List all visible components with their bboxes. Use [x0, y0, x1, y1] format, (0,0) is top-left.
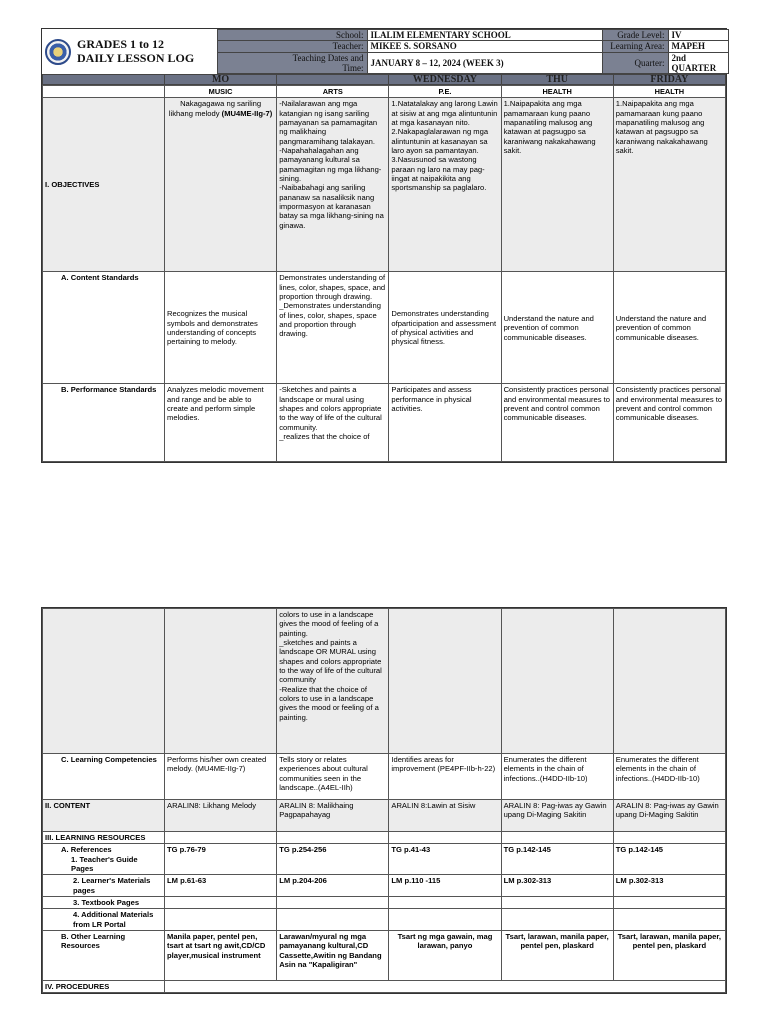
ps-arts: -Sketches and paints a landscape or mural using shapes and colors appropriate to the way of life of the cultural community. _realizes that the choice of — [277, 384, 389, 462]
content-standards-row — [43, 272, 726, 384]
day-tuesday — [277, 75, 389, 85]
day-wednesday: WEDNESDAY — [389, 75, 501, 85]
area-label: Learning Area: — [602, 41, 668, 52]
subject-arts: ARTS — [277, 86, 389, 98]
textbook-row — [43, 896, 726, 908]
references-label: A. References — [61, 845, 112, 855]
quarter-value: 2nd QUARTER — [668, 52, 728, 74]
ps-cont-blank — [43, 609, 165, 754]
header-table — [42, 29, 729, 74]
lm-music: LM p.61-63 — [165, 875, 277, 897]
objectives-music-text: Nakagagawa ng sariling likhang melody — [168, 99, 262, 118]
learning-competencies-row — [43, 754, 726, 800]
title-block — [42, 30, 217, 74]
performance-standards-cont-row — [43, 609, 726, 754]
procedures-label: IV. PROCEDURES — [43, 980, 165, 992]
content-pe: ARALIN 8:Lawin at Sisiw — [389, 800, 501, 832]
teacher-value: MIKEE S. SORSANO — [367, 41, 602, 52]
lm-health: LM p.302-313 — [501, 875, 613, 897]
additional-c3 — [389, 909, 501, 931]
textbook-c2 — [277, 896, 389, 908]
objectives-health: 1.Naipapakita ang mga pamamaraan kung paano mapanatiling malusog ang katawan at pagsugpo sa karaniwang nakakahawang sakit. — [501, 98, 613, 272]
ps-health-2: Consistently practices personal and environmental measures to prevent and control common communicable diseases. — [613, 384, 725, 462]
ps-music: Analyzes melodic movement and range and be able to create and perform simple melodies. — [165, 384, 277, 462]
day-monday: MO — [165, 75, 277, 85]
additional-row — [43, 909, 726, 931]
cs-music: Recognizes the musical symbols and demonstrates understanding of concepts pertaining to melody. — [165, 272, 277, 384]
other-resources-label: B. Other Learning Resources — [43, 930, 165, 980]
additional-c4 — [501, 909, 613, 931]
resources-c3 — [389, 832, 501, 844]
other-health-2: Tsart, larawan, manila paper, pentel pen, plaskard — [613, 930, 725, 980]
tg-arts: TG p.254-256 — [277, 844, 389, 875]
content-standards-label: A. Content Standards — [43, 272, 165, 384]
tg-label-text: 1. Teacher's Guide Pages — [71, 854, 138, 873]
ps-cont-arts: colors to use in a landscape gives the mood of feeling of a painting. _sketches and paints a landscape OR MURAL using shapes and colors appropriate to the way of life of the cultural community -Realize that the choice of colors to use in a landscape gives the mood or feeling of a painting. — [277, 609, 389, 754]
procedures-blank — [165, 980, 726, 992]
cs-arts: Demonstrates understanding of lines, color, shapes, space, and proportion through drawing. _Demonstrates understanding of lines, color, shapes, space and proportion through drawing. — [277, 272, 389, 384]
tg-health: TG p.142-145 — [501, 844, 613, 875]
additional-label: 4. Additional Materials from LR Portal — [43, 909, 165, 931]
day-thursday: THU — [501, 75, 613, 85]
resources-row — [43, 832, 726, 844]
objectives-arts: -Nailalarawan ang mga katangian ng isang sariling pamayanan sa pamamagitan ng malikhaing pangmaramihang talakayan. -Napahahalagahan ang pamayanang kultural sa pamamagitan ng mga likhang-sining. -Naibabahagi ang sariling pananaw sa nasaliksik nang impormasyon at karanasan batay sa mga likhang-sining na ginawa. — [277, 98, 389, 272]
subject-music: MUSIC — [165, 86, 277, 98]
objectives-music-code: (MU4ME-IIg-7) — [221, 108, 273, 118]
resources-c2 — [277, 832, 389, 844]
textbook-c4 — [501, 896, 613, 908]
objectives-health-2: 1.Naipapakita ang mga pamamaraan kung paano mapanatiling malusog ang katawan at pagsugpo sa karaniwang nakakahawang sakit. — [613, 98, 725, 272]
additional-c1 — [165, 909, 277, 931]
lesson-log-page-2 — [41, 607, 727, 994]
grade-label: Grade Level: — [602, 30, 668, 41]
objectives-label: I. OBJECTIVES — [43, 98, 165, 272]
ps-cont-pe — [389, 609, 501, 754]
tg-row — [43, 844, 726, 875]
other-music: Manila paper, pentel pen, tsart at tsart ng awit,CD/CD player,musical instrument — [165, 930, 277, 980]
objectives-pe: 1.Natatalakay ang larong Lawin at sisiw at ang mga alintuntunin at mga kasanayan nito. 2.Nakapaglalarawan ng mga alintuntunin at kasanayan sa laro ayon sa pamantayan. 3.Nasusunod sa wastong paraan ng laro na may pag-iingat at naipakikita ang sportsmanship sa paglalaro. — [389, 98, 501, 272]
subject-health-2: HEALTH — [613, 86, 725, 98]
ps-health: Consistently practices personal and environmental measures to prevent and control common communicable diseases. — [501, 384, 613, 462]
additional-c2 — [277, 909, 389, 931]
other-pe: Tsart ng mga gawain, mag larawan, panyo — [389, 930, 501, 980]
days-bar — [42, 74, 726, 85]
day-friday: FRIDAY — [613, 75, 725, 85]
ps-cont-music — [165, 609, 277, 754]
ps-cont-health-2 — [613, 609, 725, 754]
lc-arts: Tells story or relates experiences about cultural communities seen in the landscape..(A4EL-IIh) — [277, 754, 389, 800]
cs-health-2: Understand the nature and prevention of common communicable diseases. — [613, 272, 725, 384]
school-value: ILALIM ELEMENTARY SCHOOL — [367, 30, 602, 41]
lc-pe: Identifies areas for improvement (PE4PF-IIb-h-22) — [389, 754, 501, 800]
school-label: School: — [217, 30, 367, 41]
dates-label-line1: Teaching Dates and — [292, 52, 364, 63]
resources-label: III. LEARNING RESOURCES — [43, 832, 165, 844]
content-arts: ARALIN 8: Malikhaing Pagpapahayag — [277, 800, 389, 832]
objectives-music — [165, 98, 277, 272]
time-label: Time: — [342, 63, 364, 74]
subject-health: HEALTH — [501, 86, 613, 98]
area-value: MAPEH — [668, 41, 728, 52]
ps-pe: Participates and assess performance in physical activities. — [389, 384, 501, 462]
performance-standards-row — [43, 384, 726, 462]
textbook-label: 3. Textbook Pages — [43, 896, 165, 908]
textbook-c5 — [613, 896, 725, 908]
tg-pe: TG p.41-43 — [389, 844, 501, 875]
lc-music: Performs his/her own created melody. (MU4ME-IIg-7) — [165, 754, 277, 800]
ps-cont-health — [501, 609, 613, 754]
lm-health-2: LM p.302-313 — [613, 875, 725, 897]
grade-value: IV — [668, 30, 728, 41]
textbook-c3 — [389, 896, 501, 908]
lm-pe: LM p.110 -115 — [389, 875, 501, 897]
resources-c5 — [613, 832, 725, 844]
teacher-label: Teacher: — [217, 41, 367, 52]
other-resources-row — [43, 930, 726, 980]
quarter-label: Quarter: — [602, 52, 668, 74]
lc-health-2: Enumerates the different elements in the chain of infections..(H4DD-IIb-10) — [613, 754, 725, 800]
cs-pe: Demonstrates understanding ofparticipation and assessment of physical activities and physical fitness. — [389, 272, 501, 384]
dates-value: JANUARY 8 – 12, 2024 (WEEK 3) — [367, 52, 602, 74]
lm-label: 2. Learner's Materials pages — [43, 875, 165, 897]
resources-c1 — [165, 832, 277, 844]
content-music: ARALIN8: Likhang Melody — [165, 800, 277, 832]
doc-title-line1: GRADES 1 to 12 — [77, 36, 165, 51]
lm-arts: LM p.204-206 — [277, 875, 389, 897]
content-health: ARALIN 8: Pag-iwas ay Gawin upang Di-Maging Sakitin — [501, 800, 613, 832]
dates-label — [217, 52, 367, 74]
tg-health-2: TG p.142-145 — [613, 844, 725, 875]
tg-music: TG p.76-79 — [165, 844, 277, 875]
content-health-2: ARALIN 8: Pag-iwas ay Gawin upang Di-Maging Sakitin — [613, 800, 725, 832]
doc-title-line2: DAILY LESSON LOG — [77, 50, 195, 65]
other-health: Tsart, larawan, manila paper, pentel pen, plaskard — [501, 930, 613, 980]
days-bar-spacer — [43, 75, 165, 85]
lesson-log-page-1 — [41, 28, 727, 463]
subject-row — [43, 86, 726, 98]
lm-row — [43, 875, 726, 897]
objectives-row — [43, 98, 726, 272]
additional-c5 — [613, 909, 725, 931]
learning-competencies-label: C. Learning Competencies — [43, 754, 165, 800]
procedures-row — [43, 980, 726, 992]
cs-health: Understand the nature and prevention of common communicable diseases. — [501, 272, 613, 384]
textbook-c1 — [165, 896, 277, 908]
resources-c4 — [501, 832, 613, 844]
content-label: II. CONTENT — [43, 800, 165, 832]
deped-seal-icon — [45, 39, 71, 65]
subject-blank — [43, 86, 165, 98]
subject-pe: P.E. — [389, 86, 501, 98]
tg-label — [43, 844, 165, 875]
other-arts: Larawan/myural ng mga pamayanang kultural,CD Cassette,Awitin ng Bandang Asin na "Kapaligiran" — [277, 930, 389, 980]
lc-health: Enumerates the different elements in the chain of infections..(H4DD-IIb-10) — [501, 754, 613, 800]
content-row — [43, 800, 726, 832]
performance-standards-label: B. Performance Standards — [43, 384, 165, 462]
lesson-table-2 — [42, 608, 726, 993]
lesson-table-1 — [42, 85, 726, 462]
